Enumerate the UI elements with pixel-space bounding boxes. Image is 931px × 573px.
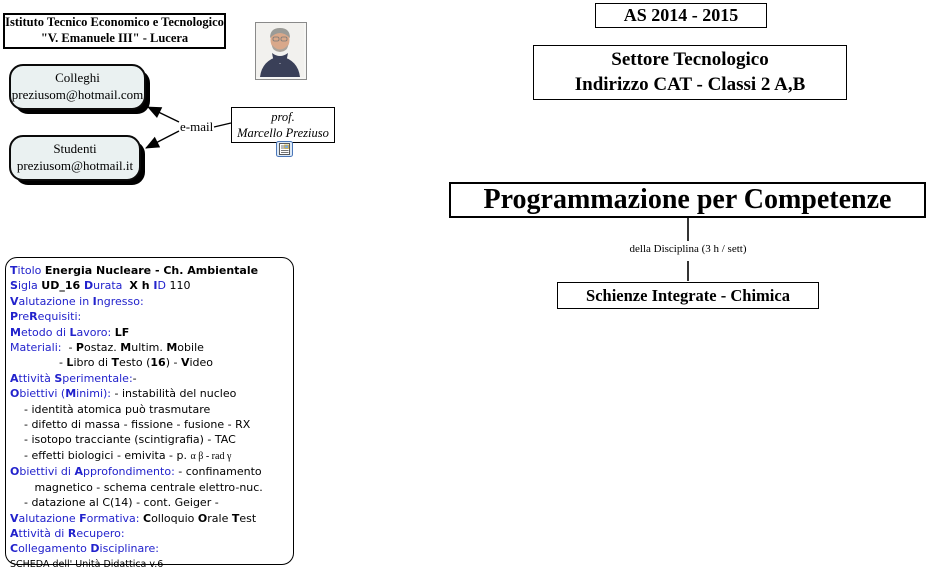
card-line: Valutazione in Ingresso: [10, 294, 144, 308]
card-line: magnetico - schema centrale elettro-nuc. [10, 480, 263, 494]
main-title: Programmazione per Competenze [483, 184, 892, 215]
professor-photo [255, 22, 307, 80]
email-to-prof-line [214, 123, 231, 127]
card-line: Titolo Energia Nucleare - Ch. Ambientale [10, 264, 259, 277]
card-line: - isotopo tracciante (scintigrafia) - TAC [10, 433, 236, 447]
card-line: - datazione al C(14) - cont. Geiger - [10, 496, 219, 510]
arrow-to-colleghi [148, 107, 179, 122]
studenti-node[interactable] [9, 135, 141, 181]
card-footer: SCHEDA dell' Unità Didattica v.6 [10, 558, 164, 570]
sector-line2: Indirizzo CAT - Classi 2 A,B [574, 73, 806, 95]
document-icon[interactable] [276, 141, 293, 157]
school-year-box [595, 3, 767, 28]
discipline-box [557, 282, 819, 309]
professor-title: prof. [271, 109, 295, 124]
colleghi-label: Colleghi [55, 70, 100, 86]
card-lines [10, 263, 293, 557]
card-line: - difetto di massa - fissione - fusione - RX [10, 418, 251, 432]
studenti-email[interactable]: preziusom@hotmail.it [16, 158, 134, 173]
card-line: - Libro di Testo (16) - Video [10, 356, 214, 370]
institute-box [3, 13, 226, 49]
institute-location: "V. Emanuele III" - Lucera [40, 31, 189, 45]
colleghi-node[interactable] [9, 64, 146, 110]
institute-name: Istituto Tecnico Economico e Tecnologico [5, 15, 224, 30]
card-line: Materiali: - Postaz. Multim. Mobile [10, 341, 204, 355]
sector-line1: Settore Tecnologico [611, 48, 769, 70]
card-line: Metodo di Lavoro: LF [10, 325, 130, 339]
arrow-to-studenti [146, 131, 179, 148]
card-line: Sigla UD_16 Durata X h ID 110 [10, 279, 191, 293]
colleghi-email[interactable]: preziusom@hotmail.com [11, 87, 144, 102]
card-line: Attività di Recupero: [10, 526, 125, 540]
teaching-unit-card [5, 257, 294, 570]
card-line: - effetti biologici - emivita - p. α β - rad γ [10, 448, 232, 462]
sector-box [533, 45, 847, 100]
card-line: Attività Sperimentale:- [10, 371, 137, 385]
card-line: PreRequisiti: [10, 310, 82, 324]
card-line: - identità atomica può trasmutare [10, 402, 211, 416]
school-year: AS 2014 - 2015 [623, 5, 739, 25]
card-line: Collegamento Disciplinare: [10, 542, 159, 556]
discipline-title: Schienze Integrate - Chimica [586, 285, 790, 305]
connector-label: della Disciplina (3 h / sett) [629, 243, 747, 255]
card-line: Obiettivi di Approfondimento: - confinamento [10, 465, 262, 479]
email-label: e-mail [180, 119, 214, 134]
card-line: Valutazione Formativa: Colloquio Orale Test [10, 511, 257, 525]
card-line: Obiettivi (Minimi): - instabilità del nucleo [10, 387, 237, 401]
portrait-illustration [256, 23, 304, 77]
professor-box [231, 107, 335, 143]
studenti-label: Studenti [53, 141, 97, 157]
main-title-box [449, 182, 926, 218]
professor-name: Marcello Preziuso [237, 126, 329, 140]
